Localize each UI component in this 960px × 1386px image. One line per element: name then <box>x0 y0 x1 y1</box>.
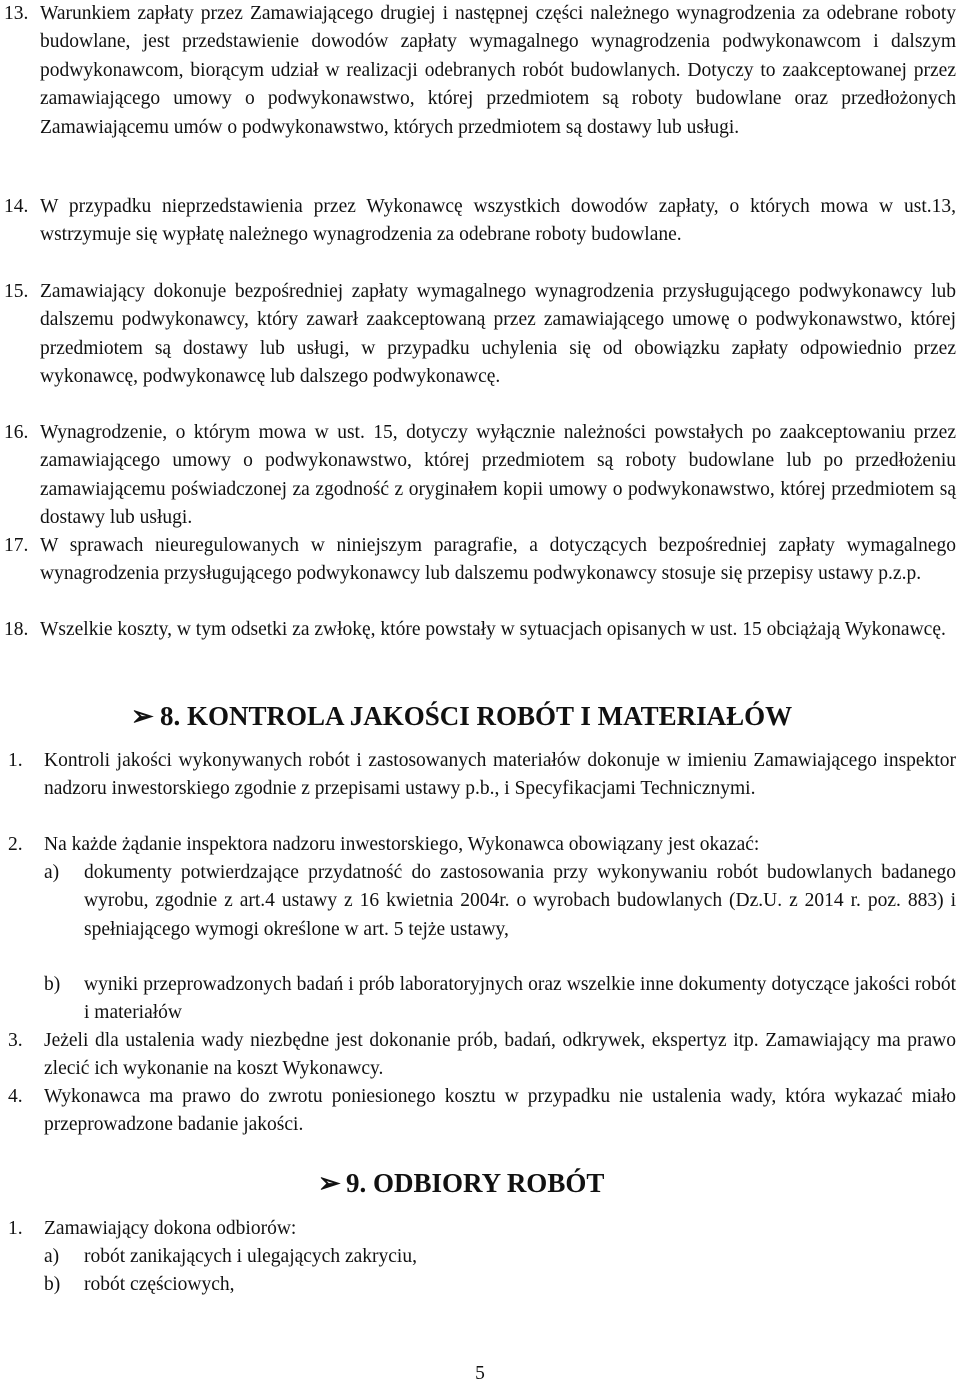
paragraph-number: 13. <box>4 3 29 24</box>
subitem-letter: b) <box>44 974 61 995</box>
paragraph-number: 17. <box>4 535 29 556</box>
paragraph-number: 18. <box>4 619 29 640</box>
item-number: 1. <box>8 1218 23 1239</box>
item-number: 1. <box>8 750 23 771</box>
item-number: 4. <box>8 1086 23 1107</box>
section-title: 8. KONTROLA JAKOŚCI ROBÓT I MATERIAŁÓW <box>160 701 793 731</box>
paragraph-number: 15. <box>4 281 29 302</box>
subitem-text: robót zanikających i ulegających zakryciu, <box>84 1246 417 1267</box>
section-title: 9. ODBIORY ROBÓT <box>346 1168 605 1198</box>
paragraph-text: W przypadku nieprzedstawienia przez Wykonawcę wszystkich dowodów zapłaty, o których mowa w ust.13, wstrzymuje się wypłatę należnego wynagrodzenia za odebrane roboty budowlane. <box>40 196 956 246</box>
subitem-letter: b) <box>44 1274 61 1295</box>
paragraph-text: Wszelkie koszty, w tym odsetki za zwłokę, które powstały w sytuacjach opisanych w ust. 15 obciążają Wykonawcę. <box>40 619 946 640</box>
page-number: 5 <box>475 1363 485 1384</box>
item-text: Na każde żądanie inspektora nadzoru inwestorskiego, Wykonawca obowiązany jest okazać: <box>44 834 760 855</box>
paragraph-text: Zamawiający dokonuje bezpośredniej zapłaty wymagalnego wynagrodzenia przysługującego podwykonawcy lub dalszemu podwykonawcy, który zawarł zaakceptowaną przez zamawiającego umowę o podwykonawstwo, której przedmiotem są dostawy lub usługi, w przypadku uchylenia się od obowiązku zapłaty odpowiednio przez wykonawcę, podwykonawcę lub dalszego podwykonawcę. <box>40 281 956 388</box>
subitem-text: wyniki przeprowadzonych badań i prób laboratoryjnych oraz wszelkie inne dokumenty dotyczące jakości robót i materiałów <box>84 974 956 1024</box>
arrow-bullet-icon: ➢ <box>131 701 154 731</box>
subitem-text: robót częściowych, <box>84 1274 235 1295</box>
paragraph-text: Warunkiem zapłaty przez Zamawiającego drugiej i następnej części należnego wynagrodzenia za odebrane roboty budowlane, jest przedstawienie dowodów zapłaty wymagalnego wynagrodzenia podwykonawcom i dalszym podwykonawcom, biorącym udział w realizacji odebranych robót budowlanych. Dotyczy to zaakceptowanej przez zamawiającego umowy o podwykonawstwo, której przedmiotem są roboty budowlane oraz przedłożonych Zamawiającemu umów o podwykonawstwo, których przedmiotem są dostawy lub usługi. <box>40 3 956 138</box>
item-number: 2. <box>8 834 23 855</box>
subitem-letter: a) <box>44 862 60 883</box>
paragraph-text: W sprawach nieuregulowanych w niniejszym paragrafie, a dotyczących bezpośredniej zapłaty wymagalnego wynagrodzenia przysługującego podwykonawcy lub dalszemu podwykonawcy stosuje się przepisy ustawy p.z.p. <box>40 535 956 585</box>
item-number: 3. <box>8 1030 23 1051</box>
subitem-letter: a) <box>44 1246 60 1267</box>
item-text: Wykonawca ma prawo do zwrotu poniesionego kosztu w przypadku nie ustalenia wady, która wykazać miało przeprowadzone badanie jakości. <box>44 1086 956 1136</box>
arrow-bullet-icon: ➢ <box>318 1168 341 1198</box>
subitem-text: dokumenty potwierdzające przydatność do zastosowania przy wykonywaniu robót budowlanych badanego wyrobu, zgodnie z art.4 ustawy z 16 kwietnia 2004r. o wyrobach budowlanych (Dz.U. z 2014 r. poz. 883) i spełniającego wymogi określone w art. 5 tejże ustawy, <box>84 862 956 940</box>
paragraph-number: 14. <box>4 196 29 217</box>
item-text: Kontroli jakości wykonywanych robót i zastosowanych materiałów dokonuje w imieniu Zamawiającego inspektor nadzoru inwestorskiego zgodnie z przepisami ustawy p.b., i Specyfikacjami Technicznymi. <box>44 750 956 800</box>
item-text: Jeżeli dla ustalenia wady niezbędne jest dokonanie prób, badań, odkrywek, ekspertyz itp. Zamawiający ma prawo zlecić ich wykonanie na koszt Wykonawcy. <box>44 1030 956 1080</box>
paragraph-text: Wynagrodzenie, o którym mowa w ust. 15, dotyczy wyłącznie należności powstałych po zaakceptowaniu przez zamawiającego umowy o podwykonawstwo, której przedmiotem są roboty budowlane lub po przedłożeniu zamawiającemu poświadczonej za zgodność z oryginałem kopii umowy o podwykonawstwo, której przedmiotem są dostawy lub usługi. <box>40 422 956 529</box>
paragraph-number: 16. <box>4 422 29 443</box>
item-text: Zamawiający dokona odbiorów: <box>44 1218 297 1239</box>
